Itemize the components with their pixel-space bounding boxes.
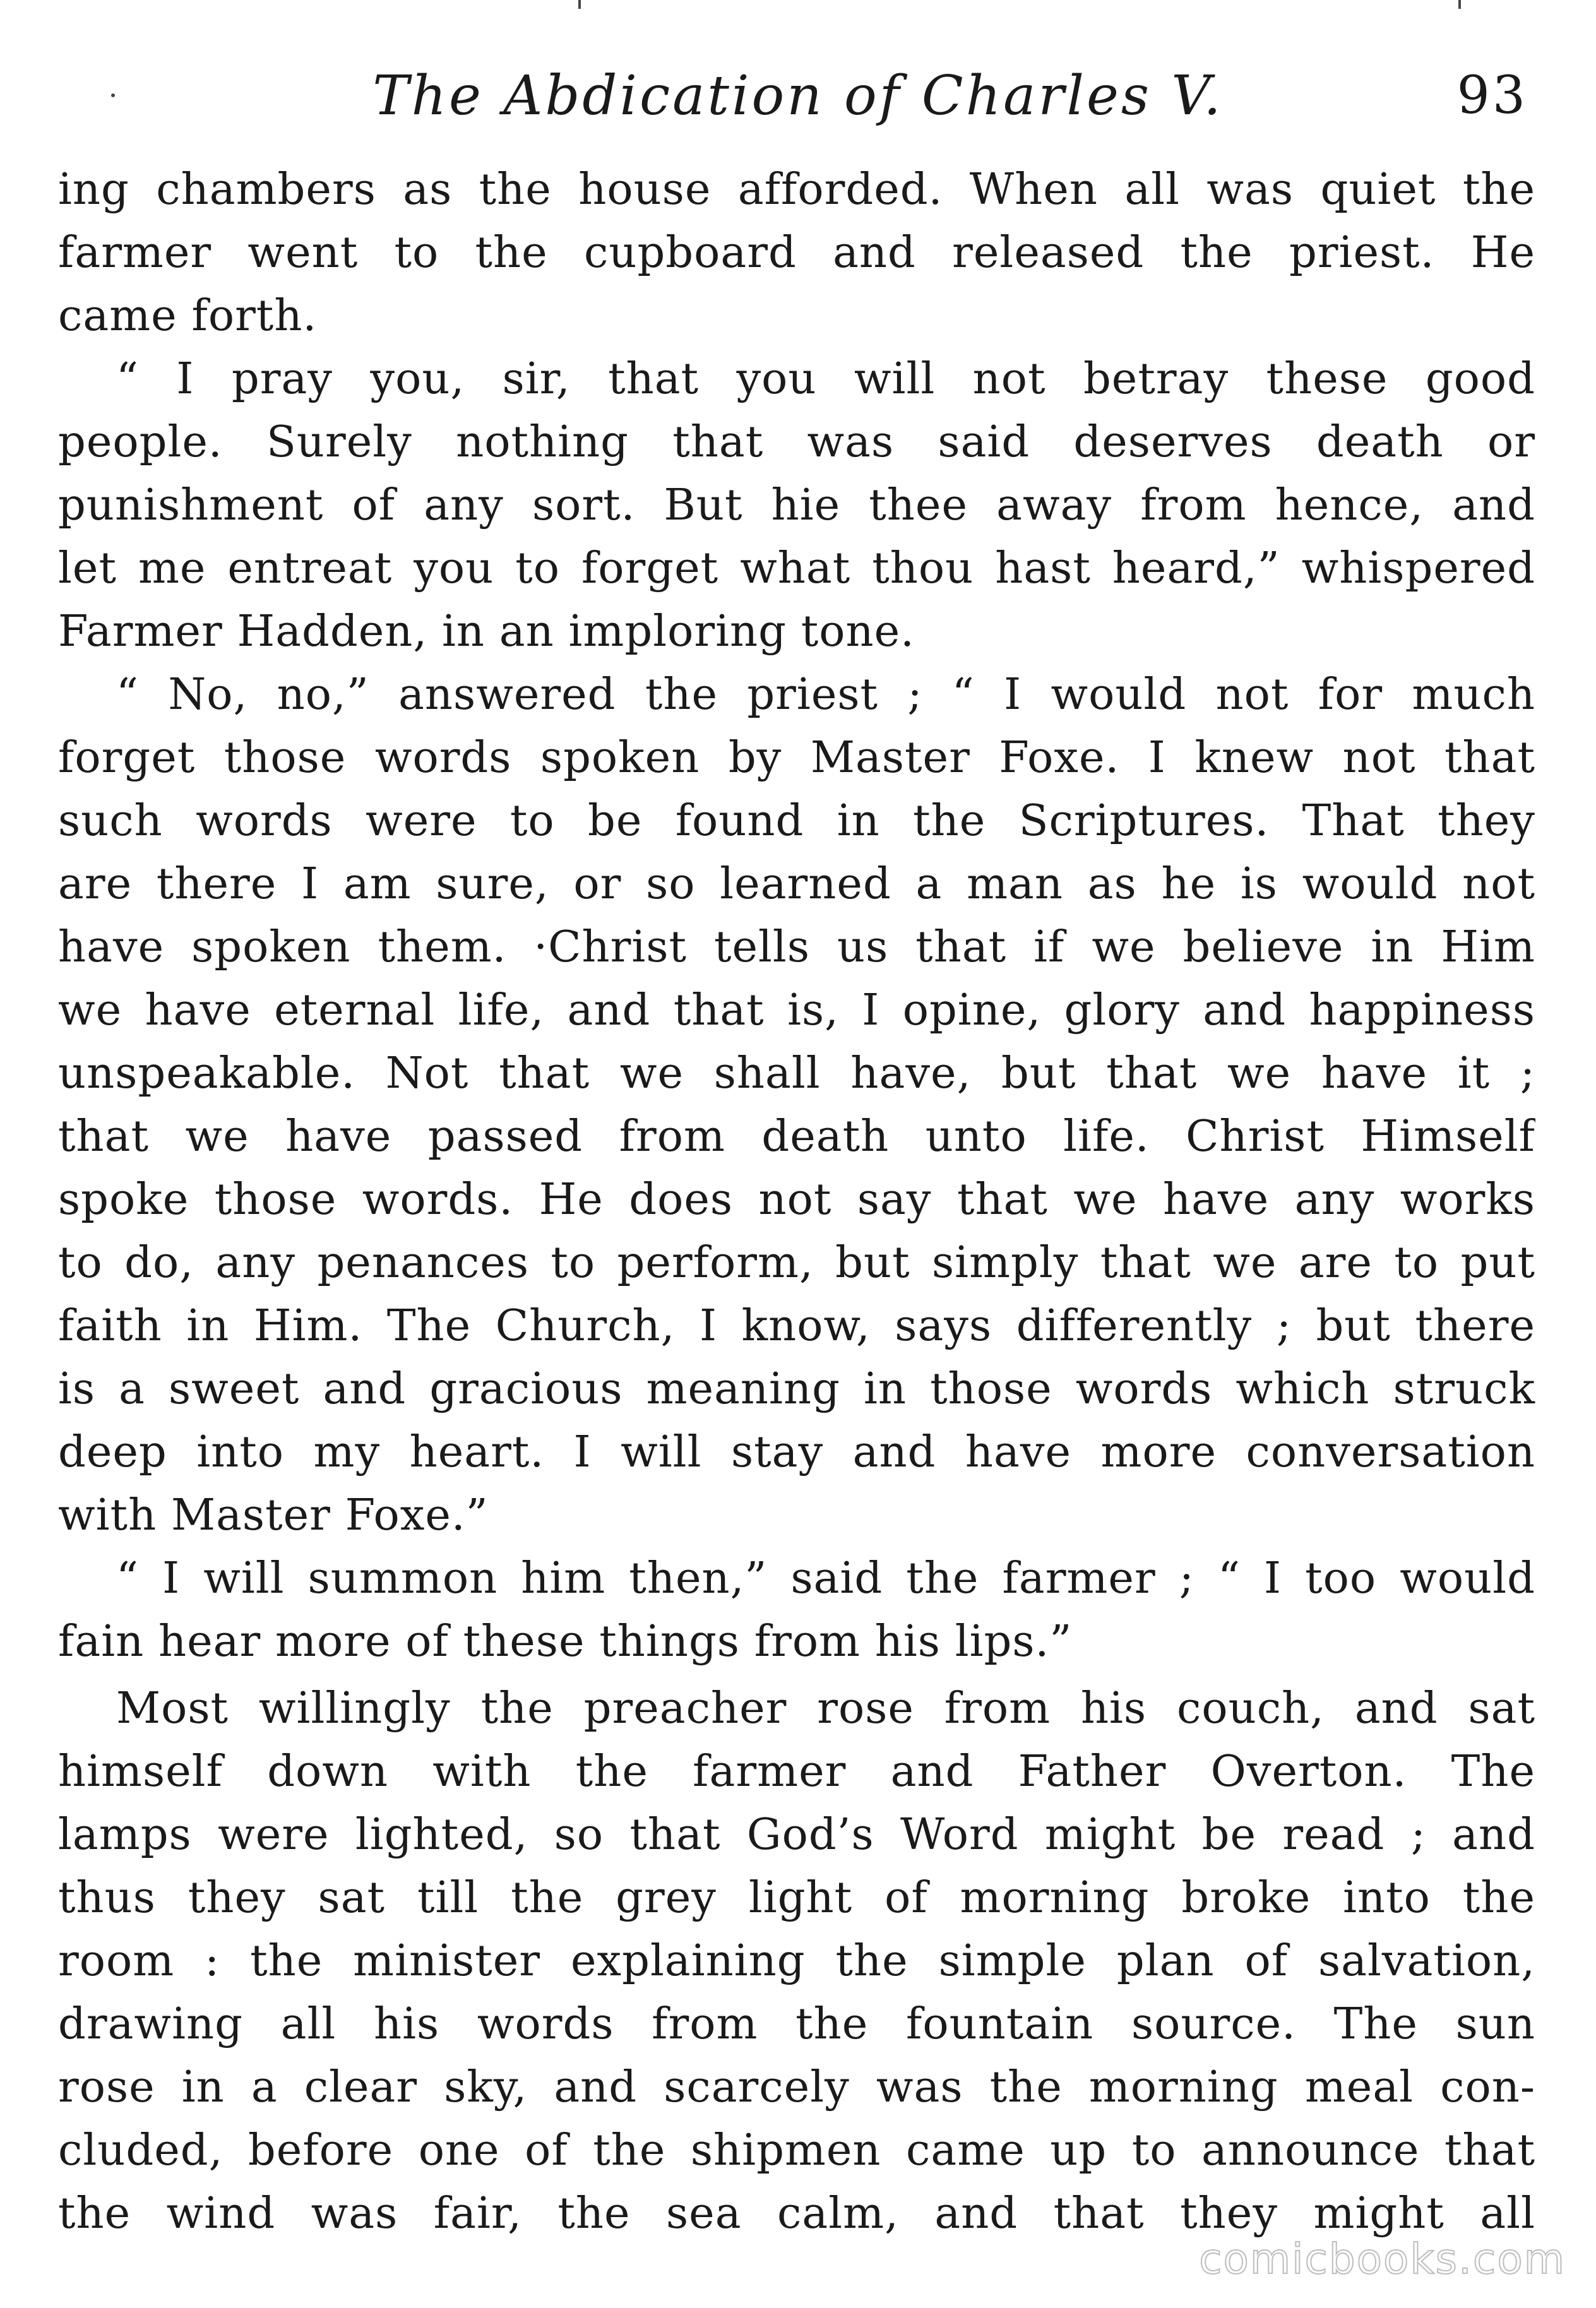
text-line: ing chambers as the house afforded. When all was quiet the: [58, 164, 1535, 215]
text-line: deep into my heart. I will stay and have more conversation: [58, 1427, 1535, 1477]
text-line: thus they sat till the grey light of morning broke into the: [58, 1872, 1535, 1923]
text-line: is a sweet and gracious meaning in those words which struck: [58, 1364, 1535, 1414]
text-line: Farmer Hadden, in an imploring tone.: [58, 606, 915, 657]
page-header: [0, 58, 1596, 134]
text-line: people. Surely nothing that was said deserves death or: [58, 417, 1535, 467]
body-text: [58, 158, 1535, 2245]
text-line: Most willingly the preacher rose from his couch, and sat: [116, 1683, 1535, 1734]
text-line: spoke those words. He does not say that we have any works: [58, 1174, 1535, 1225]
text-line: farmer went to the cupboard and released the priest. He: [58, 227, 1535, 278]
text-line: fain hear more of these things from his lips.”: [58, 1616, 1073, 1667]
top-edge-mark-right: [1458, 0, 1461, 9]
text-line: unspeakable. Not that we shall have, but that we have it ;: [58, 1048, 1535, 1098]
text-line: that we have passed from death unto life. Christ Himself: [58, 1111, 1535, 1162]
top-edge-mark-left: [578, 0, 581, 9]
text-line: let me entreat you to forget what thou hast heard,” whispered: [58, 543, 1535, 593]
running-title: The Abdication of Charles V.: [372, 64, 1224, 128]
text-line: are there I am sure, or so learned a man as he is would not: [58, 859, 1535, 909]
text-line: came forth.: [58, 290, 318, 341]
text-line: “ No, no,” answered the priest ; “ I would not for much: [116, 669, 1535, 720]
text-line: rose in a clear sky, and scarcely was the morning meal con-: [58, 2062, 1535, 2112]
text-line: “ I will summon him then,” said the farmer ; “ I too would: [116, 1553, 1535, 1603]
text-line: to do, any penances to perform, but simply that we are to put: [58, 1237, 1535, 1288]
text-line: “ I pray you, sir, that you will not betray these good: [116, 354, 1535, 404]
text-line: himself down with the farmer and Father Overton. The: [58, 1746, 1535, 1797]
text-line: have spoken them. ·Christ tells us that if we believe in Him: [58, 922, 1535, 972]
text-line: room : the minister explaining the simple plan of salvation,: [58, 1936, 1535, 1986]
text-line: faith in Him. The Church, I know, says differently ; but there: [58, 1300, 1535, 1351]
text-line: we have eternal life, and that is, I opine, glory and happiness: [58, 985, 1535, 1035]
text-line: drawing all his words from the fountain source. The sun: [58, 1999, 1535, 2049]
text-line: the wind was fair, the sea calm, and that they might all: [58, 2188, 1535, 2239]
text-line: cluded, before one of the shipmen came up to announce that: [58, 2125, 1535, 2175]
text-line: lamps were lighted, so that God’s Word might be read ; and: [58, 1809, 1535, 1860]
text-line: punishment of any sort. But hie thee away from hence, and: [58, 480, 1535, 530]
text-line: such words were to be found in the Scriptures. That they: [58, 795, 1535, 846]
text-line: with Master Foxe.”: [58, 1490, 489, 1540]
page-number: 93: [1456, 66, 1528, 126]
site-watermark: comicbooks.com: [1199, 2235, 1566, 2283]
text-line: forget those words spoken by Master Foxe. I knew not that: [58, 732, 1535, 783]
